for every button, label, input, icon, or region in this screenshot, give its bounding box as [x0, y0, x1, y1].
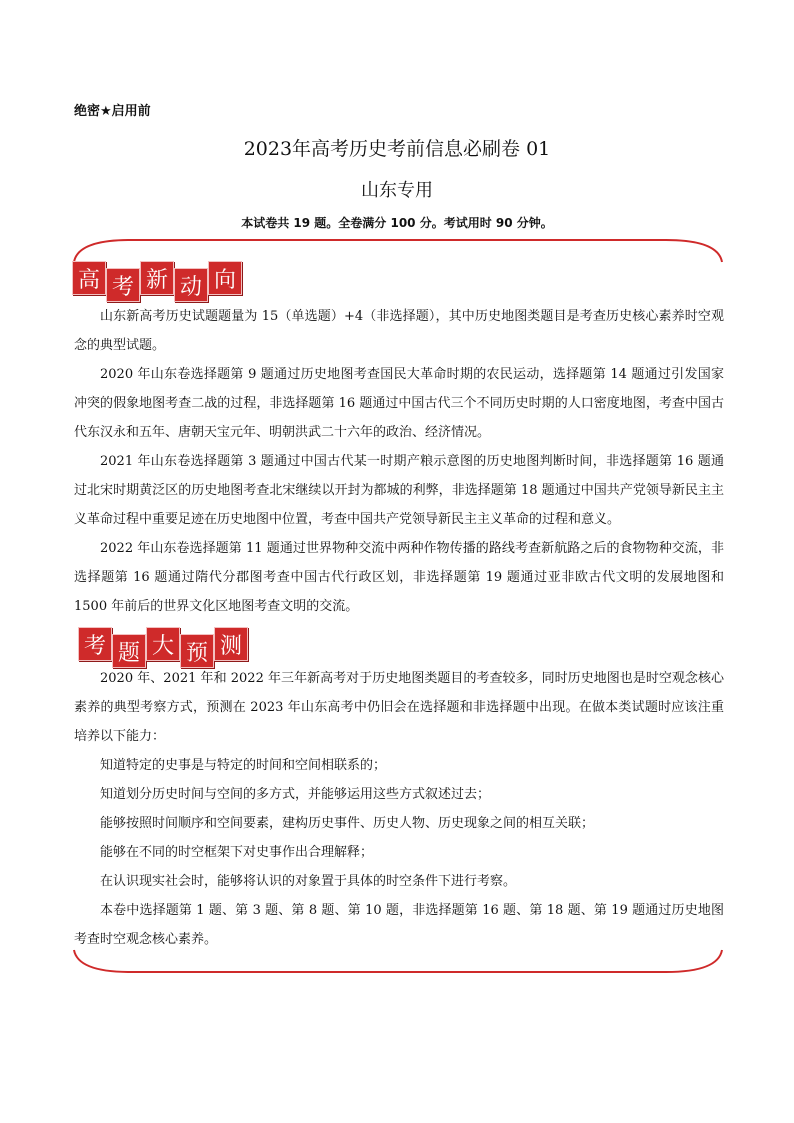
banner-char: 考 [78, 627, 112, 661]
banner-char: 预 [180, 634, 214, 668]
page-subtitle: 山东专用 [361, 180, 433, 201]
paragraph: 能够在不同的时空框架下对史事作出合理解释； [100, 845, 374, 860]
banner-char: 新 [140, 261, 174, 295]
section1-body [74, 302, 724, 621]
paragraph: 2021 年山东卷选择题第 3 题通过中国古代某一时期产粮示意图的历史地图判断时间，非选择题第 16 题通过北宋时期黄泛区的历史地图考查北宋继续以开封为都城的利弊，非选择题第 18 题通过中国共产党领导新民主主义革命过程中重要足迹在历史地图中位置，考查中国共产党领导新民主主义革命的过程和意义。 [74, 454, 724, 527]
paragraph: 2020 年山东卷选择题第 9 题通过历史地图考查国民大革命时期的农民运动，选择题第 14 题通过引发国家冲突的假象地图考查二战的过程，非选择题第 16 题通过中国古代三个不同历史时期的人口密度地图，考查中国古代东汉永和五年、唐朝天宝元年、明朝洪武二十六年的政治、经济情况。 [74, 367, 724, 440]
banner-char: 测 [214, 627, 248, 661]
section-banner-gaokao-trends [72, 258, 242, 302]
paragraph: 2022 年山东卷选择题第 11 题通过世界物种交流中两种作物传播的路线考查新航路之后的食物物种交流，非选择题第 16 题通过隋代分郡图考查中国古代行政区划，非选择题第 19 题通过亚非欧古代文明的发展地图和 1500 年前后的世界文化区地图考查文明的交流。 [74, 541, 724, 614]
confidential-label: 绝密★启用前 [74, 104, 151, 119]
paragraph: 在认识现实社会时，能够将认识的对象置于具体的时空条件下进行考察。 [100, 874, 517, 889]
banner-char: 动 [174, 268, 208, 302]
paragraph: 本卷中选择题第 1 题、第 3 题、第 8 题、第 10 题，非选择题第 16 题、第 18 题、第 19 题通过历史地图考查时空观念核心素养。 [74, 903, 724, 947]
paragraph: 2020 年、2021 年和 2022 年三年新高考对于历史地图类题目的考查较多，同时历史地图也是时空观念核心素养的典型考察方式，预测在 2023 年山东高考中仍旧会在选择题和非选择题中出现。在做本类试题时应该注重培养以下能力： [74, 671, 724, 744]
paragraph: 山东新高考历史试题题量为 15（单选题）+4（非选择题），其中历史地图类题目是考查历史核心素养时空观念的典型试题。 [74, 309, 724, 353]
paragraph: 知道划分历史时间与空间的多方式，并能够运用这些方式叙述过去； [100, 787, 491, 802]
section2-body [74, 664, 724, 954]
banner-char: 题 [112, 634, 146, 668]
page-title: 2023年高考历史考前信息必刷卷 01 [243, 138, 551, 160]
paragraph: 能够按照时间顺序和空间要素，建构历史事件、历史人物、历史现象之间的相互关联； [100, 816, 595, 831]
exam-note: 本试卷共 19 题。全卷满分 100 分。考试用时 90 分钟。 [241, 216, 553, 230]
section-banner-exam-prediction [78, 624, 248, 668]
banner-char: 考 [106, 268, 140, 302]
banner-char: 向 [208, 261, 242, 295]
banner-char: 大 [146, 627, 180, 661]
banner-char: 高 [72, 261, 106, 295]
paragraph: 知道特定的史事是与特定的时间和空间相联系的； [100, 758, 387, 773]
